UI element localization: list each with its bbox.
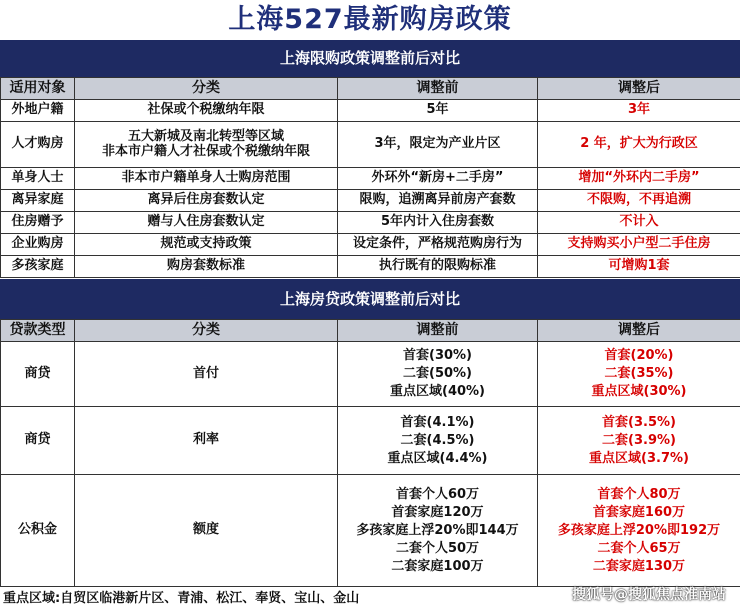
loan-policy-table xyxy=(0,319,740,587)
before-line: 二套(50%) xyxy=(403,366,472,381)
purchase-section-heading: 上海限购政策调整前后对比 xyxy=(0,40,740,77)
after-line: 二套(3.9%) xyxy=(602,432,676,448)
before-line: 重点区域(40%) xyxy=(390,384,485,399)
row-category: 购房套数标准 xyxy=(75,256,338,278)
row-target: 多孩家庭 xyxy=(1,256,75,278)
table-row xyxy=(1,342,740,407)
header-after: 调整后 xyxy=(538,320,740,342)
header-category: 分类 xyxy=(75,78,338,100)
after-line: 多孩家庭上浮20%即192万 xyxy=(557,522,721,538)
after-line: 首套(20%) xyxy=(604,348,674,363)
loan-category: 利率 xyxy=(75,407,338,475)
before-line: 多孩家庭上浮20%即144万 xyxy=(356,522,519,538)
row-target: 企业购房 xyxy=(1,234,75,256)
category-line: 非本市户籍人才社保或个税缴纳年限 xyxy=(101,143,310,159)
row-category: 社保或个税缴纳年限 xyxy=(75,100,338,122)
table-row xyxy=(1,256,740,278)
source-watermark: 搜狐号@搜狐焦点淮南站 xyxy=(572,587,726,603)
loan-category: 额度 xyxy=(75,475,338,587)
row-category xyxy=(75,122,338,168)
row-target: 离异家庭 xyxy=(1,190,75,212)
row-target: 住房赠予 xyxy=(1,212,75,234)
row-target: 单身人士 xyxy=(1,168,75,190)
header-loan-type: 贷款类型 xyxy=(1,320,75,342)
row-after: 可增购1套 xyxy=(538,256,740,278)
loan-type: 公积金 xyxy=(1,475,75,587)
before-line: 二套家庭100万 xyxy=(391,558,484,574)
loan-before xyxy=(338,407,538,475)
loan-category: 首付 xyxy=(75,342,338,407)
loan-before xyxy=(338,342,538,407)
before-line: 首套(4.1%) xyxy=(400,414,475,430)
header-before: 调整前 xyxy=(338,78,538,100)
after-line: 首套家庭160万 xyxy=(592,504,686,520)
loan-section-heading: 上海房贷政策调整前后对比 xyxy=(0,279,740,319)
loan-after xyxy=(538,407,740,475)
category-line: 五大新城及南北转型等区域 xyxy=(127,128,284,144)
table-row xyxy=(1,234,740,256)
row-target: 外地户籍 xyxy=(1,100,75,122)
table-row xyxy=(1,407,740,475)
header-before: 调整前 xyxy=(338,320,538,342)
before-line: 首套个人60万 xyxy=(395,486,480,502)
before-line: 首套家庭120万 xyxy=(391,504,484,520)
key-areas-note: 重点区域:自贸区临港新片区、青浦、松江、奉贤、宝山、金山 xyxy=(3,591,360,606)
table-row xyxy=(1,475,740,587)
after-line: 首套个人80万 xyxy=(597,486,681,502)
table-row xyxy=(1,122,740,168)
header-after: 调整后 xyxy=(538,78,740,100)
header-category: 分类 xyxy=(75,320,338,342)
row-after: 不限购，不再追溯 xyxy=(538,190,740,212)
table-row xyxy=(1,100,740,122)
row-before: 执行既有的限购标准 xyxy=(338,256,538,278)
before-line: 首套(30%) xyxy=(403,348,472,363)
table-row xyxy=(1,190,740,212)
row-category: 非本市户籍单身人士购房范围 xyxy=(75,168,338,190)
row-after: 增加“外环内二手房” xyxy=(538,168,740,190)
after-line: 首套(3.5%) xyxy=(602,414,676,430)
before-line: 二套个人50万 xyxy=(395,540,480,556)
loan-after xyxy=(538,475,740,587)
loan-type: 商贷 xyxy=(1,407,75,475)
row-before: 限购，追溯离异前房产套数 xyxy=(338,190,538,212)
purchase-policy-table xyxy=(0,77,740,278)
row-category: 离异后住房套数认定 xyxy=(75,190,338,212)
row-before: 设定条件，严格规范购房行为 xyxy=(338,234,538,256)
after-line: 重点区域(3.7%) xyxy=(589,450,689,466)
header-target: 适用对象 xyxy=(1,78,75,100)
row-after: 支持购买小户型二手住房 xyxy=(538,234,740,256)
page-title: 上海527最新购房政策 xyxy=(228,4,512,35)
row-after: 不计入 xyxy=(538,212,740,234)
loan-after xyxy=(538,342,740,407)
before-line: 重点区域(4.4%) xyxy=(387,450,488,466)
before-line: 二套(4.5%) xyxy=(400,432,475,448)
table-row xyxy=(1,212,740,234)
row-target: 人才购房 xyxy=(1,122,75,168)
after-line: 二套(35%) xyxy=(604,366,674,381)
after-line: 二套个人65万 xyxy=(597,540,681,556)
after-line: 二套家庭130万 xyxy=(592,558,686,574)
row-after: 3年 xyxy=(538,100,740,122)
row-category: 赠与人住房套数认定 xyxy=(75,212,338,234)
loan-before xyxy=(338,475,538,587)
after-line: 重点区域(30%) xyxy=(591,384,687,399)
row-before: 5年内计入住房套数 xyxy=(338,212,538,234)
row-before: 3年，限定为产业片区 xyxy=(338,122,538,168)
row-before: 5年 xyxy=(338,100,538,122)
loan-type: 商贷 xyxy=(1,342,75,407)
row-category: 规范或支持政策 xyxy=(75,234,338,256)
table-row xyxy=(1,168,740,190)
row-after: 2 年，扩大为行政区 xyxy=(538,122,740,168)
row-before: 外环外“新房+二手房” xyxy=(338,168,538,190)
